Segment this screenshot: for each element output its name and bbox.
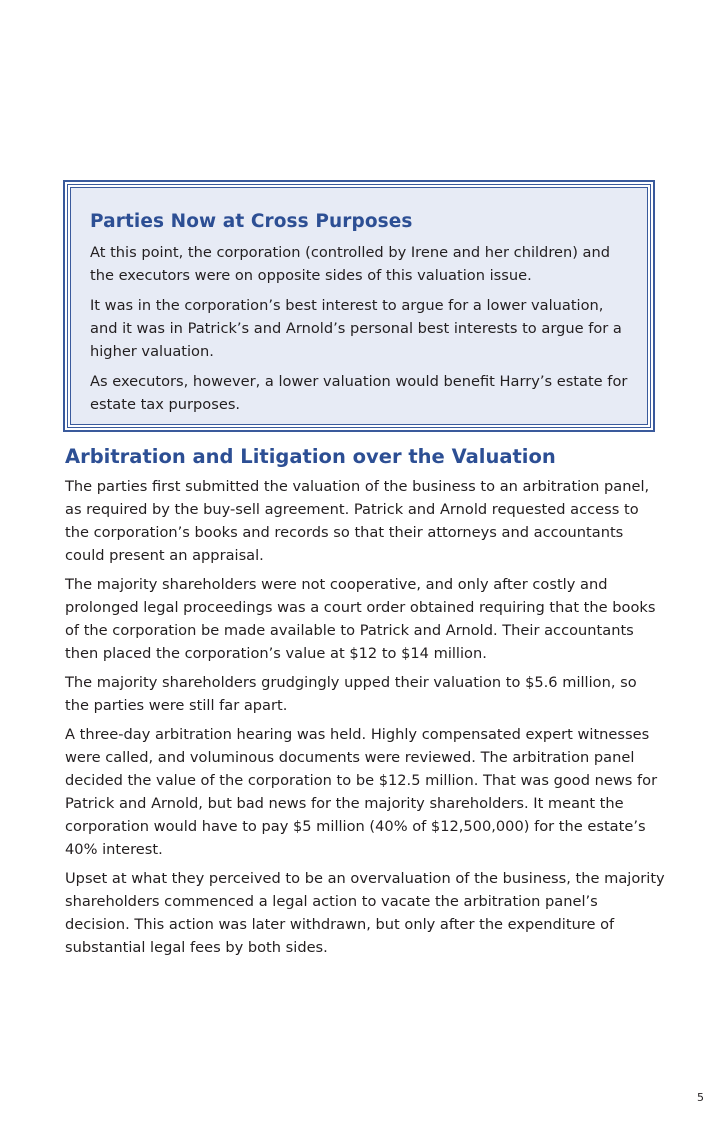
body-paragraph: A three-day arbitration hearing was held. Highly compensated expert witnesses were called, and voluminous documents were reviewed. The arbitration panel decided the value of the corporation to be $12.5 million. That was good news for Patrick and Arnold, but bad news for the majority shareholders. It meant the corporation would have to pay $5 million (40% of $12,500,000) for the estate’s 40% interest. xyxy=(65,726,658,858)
sidebar-paragraph: As executors, however, a lower valuation would benefit Harry’s estate for estate tax purposes. xyxy=(90,373,628,413)
body-paragraph: Upset at what they perceived to be an overvaluation of the business, the majority shareholders commenced a legal action to vacate the arbitration panel’s decision. This action was later withdrawn, but only after the expenditure of substantial legal fees by both sides. xyxy=(65,870,665,956)
sidebar-border xyxy=(67,184,651,428)
body-paragraph: The parties first submitted the valuation of the business to an arbitration panel, as required by the buy-sell agreement. Patrick and Arnold requested access to the corporation’s books and records so that their attorneys and accountants could present an appraisal. xyxy=(65,478,650,564)
sidebar-title: Parties Now at Cross Purposes xyxy=(90,211,413,232)
body-paragraph: The majority shareholders grudgingly upped their valuation to $5.6 million, so the parties were still far apart. xyxy=(65,674,637,714)
section-heading: Arbitration and Litigation over the Valuation xyxy=(65,445,556,468)
body-paragraph: The majority shareholders were not cooperative, and only after costly and prolonged legal proceedings was a court order obtained requiring that the books of the corporation be made available to Patrick and Arnold. Their accountants then placed the corporation’s value at $12 to $14 million. xyxy=(65,576,656,662)
sidebar-paragraph: At this point, the corporation (controlled by Irene and her children) and the executors were on opposite sides of this valuation issue. xyxy=(90,244,611,284)
sidebar-paragraph: It was in the corporation’s best interest to argue for a lower valuation, and it was in Patrick’s and Arnold’s personal best interests to argue for a higher valuation. xyxy=(90,297,622,360)
article-section xyxy=(65,444,665,965)
page-number: 5 xyxy=(697,1091,704,1104)
sidebar-content xyxy=(70,187,648,425)
sidebar-box xyxy=(63,180,655,432)
